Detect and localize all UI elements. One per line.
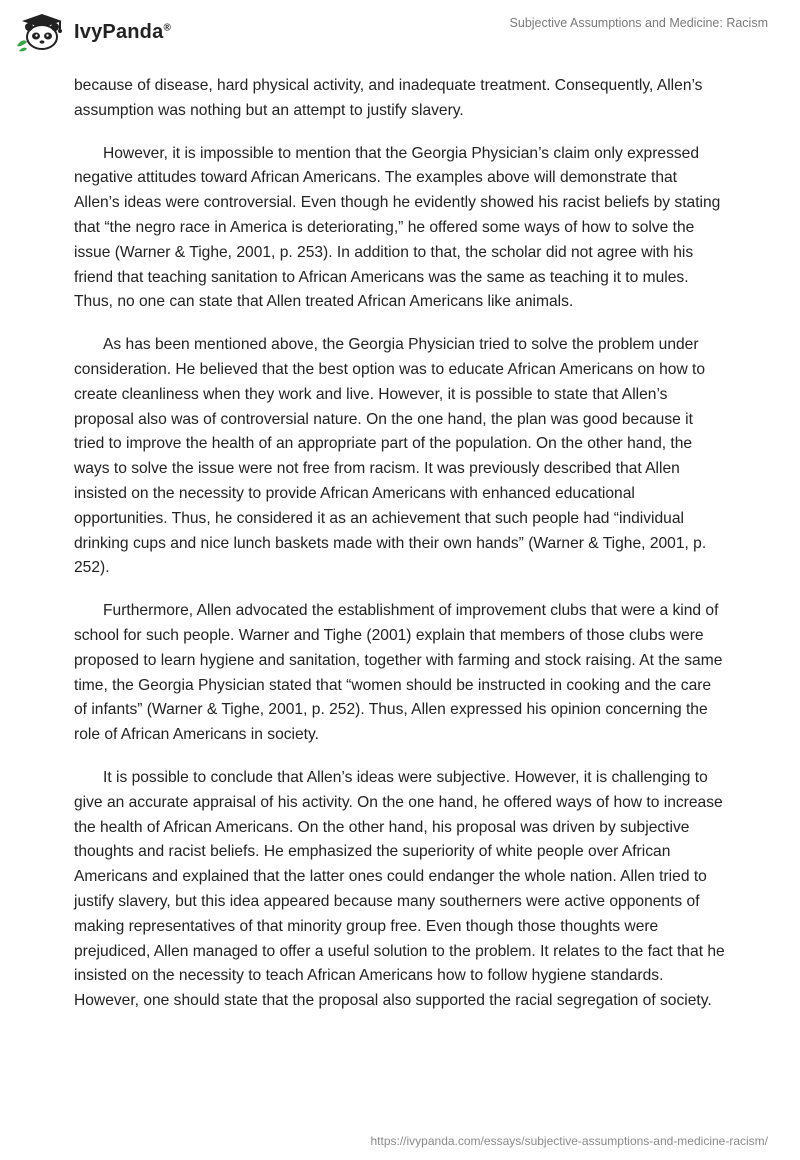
paragraph: As has been mentioned above, the Georgia Physician tried to solve the problem under consideration. He believed that the best option was to educate African Americans on how to create cleanliness when they work and live. However, it is possible to state that Allen’s proposal also was of controversial nature. On the one hand, the plan was good because it tried to improve the health of an appropriate part of the population. On the other hand, the ways to solve the issue were not free from racism. It was previously described that Allen insisted on the necessity to provide African Americans with enhanced educational opportunities. Thus, he considered it as an achievement that such people had “individual drinking cups and nice lunch baskets made with their own hands” (Warner & Tighe, 2001, p. 252).: [74, 336, 707, 577]
panda-graduate-icon: [14, 12, 70, 52]
paragraph: However, it is impossible to mention that the Georgia Physician’s claim only expressed negative attitudes toward African Americans. The examples above will demonstrate that Allen’s ideas were controversial. Even though he evidently showed his racist beliefs by stating that “the negro race in America is deteriorating,” he offered some ways of how to solve the issue (Warner & Tighe, 2001, p. 253). In addition to that, the scholar did not agree with his friend that teaching sanitation to African Americans was the same as teaching it to mules. Thus, no one can state that Allen treated African Americans like animals.: [74, 144, 721, 311]
essay-body: [74, 74, 726, 1032]
paragraph: Furthermore, Allen advocated the establishment of improvement clubs that were a kind of school for such people. Warner and Tighe (2001) explain that members of those clubs were proposed to learn hygiene and sanitation, together with farming and stock raising. At the same time, the Georgia Physician stated that “women should be instructed in cooking and the care of infants” (Warner & Tighe, 2001, p. 252). Thus, Allen expressed his opinion concerning the role of African Americans in society.: [74, 602, 723, 744]
page-header: [0, 0, 800, 64]
source-url[interactable]: https://ivypanda.com/essays/subjective-assumptions-and-medicine-racism/: [370, 1134, 768, 1148]
paragraph: because of disease, hard physical activity, and inadequate treatment. Consequently, Allen’s assumption was nothing but an attempt to justify slavery.: [74, 77, 703, 119]
brand-name: IvyPanda®: [74, 20, 172, 43]
paragraph: It is possible to conclude that Allen’s ideas were subjective. However, it is challenging to give an accurate appraisal of his activity. On the one hand, he offered ways of how to increase the health of African Americans. On the other hand, his proposal was driven by subjective thoughts and racist beliefs. He emphasized the superiority of white people over African Americans and explained that the latter ones could endanger the whole nation. Allen tried to justify slavery, but this idea appeared because many southerners were active opponents of making representatives of that minority group free. Even though those thoughts were prejudiced, Allen managed to offer a useful solution to the problem. It relates to the fact that he insisted on the necessity to teach African Americans how to follow hygiene standards. However, one should state that the proposal also supported the racial segregation of society.: [74, 768, 725, 1010]
document-title: Subjective Assumptions and Medicine: Racism: [509, 16, 768, 30]
registered-mark: ®: [163, 21, 172, 33]
ivypanda-logo[interactable]: [14, 12, 171, 52]
